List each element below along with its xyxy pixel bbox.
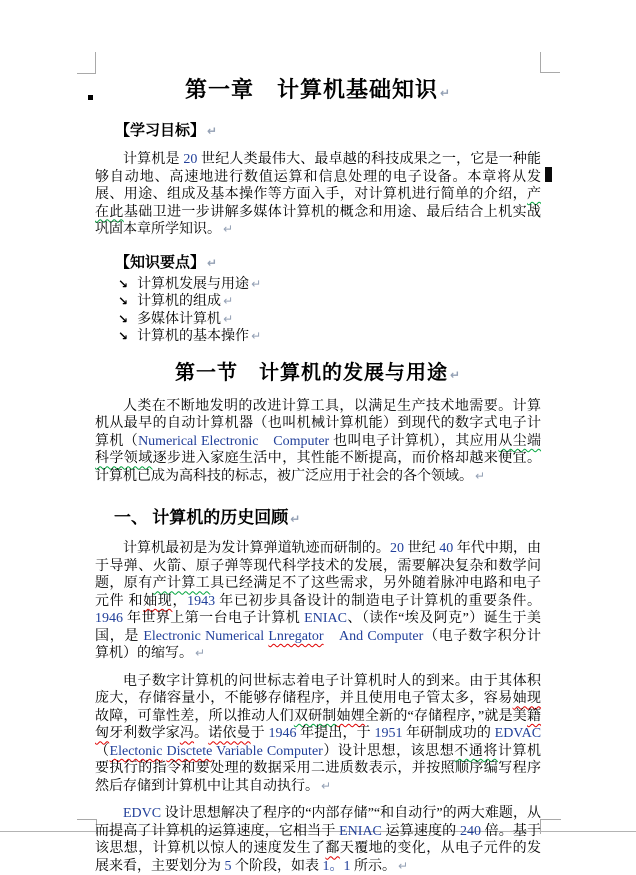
text-segment: 牙利数学家 [109,726,180,742]
text-segment: （ [95,743,110,759]
text-segment: 1946 [268,726,297,742]
text-segment: 也叫电子计算机），其应用 [329,433,499,449]
text-segment: EDVAC [494,726,542,742]
paragraph-mark-icon: ↵ [290,512,301,527]
text-segment: 个阶段，如表 [231,858,323,874]
text-segment: 。 [194,726,209,742]
text-segment: Lnregator [268,628,324,644]
text-segment: 从尘端科学领域 [95,433,542,467]
paragraph-mark-icon: ↵ [223,311,234,326]
paragraph-mark-icon: ↵ [321,778,332,793]
paragraph-mark-icon: ↵ [195,646,206,661]
text-segment: ENIAC [339,823,382,839]
text-segment: 籍匈 [95,708,542,742]
text-segment: 人类在不断地发明的改进计算工具，以满足生产技术地需要。计算机从最早的自动计算机器（也叫机械计算机能）到现代的数字式电子计算机（ [95,398,541,449]
history-paragraph-2[interactable] [95,673,541,796]
text-segment: 运算速度的 [381,823,460,839]
list-item-label: 计算机的组成 [137,294,222,310]
text-segment: 故障，可靠性差，所以推动人们 [95,708,294,724]
text-segment: And Computer [323,628,424,644]
intro-paragraph[interactable] [95,151,541,239]
text-segment: 、（读作“埃及阿克”）诞生于美国，是 [95,611,541,644]
text-segment: 具已经满足不了这些需求，另外随着脉冲电路和电子元件 和 [95,576,542,609]
arrow-bullet-icon: ↘ [118,294,129,309]
text-segment: 双研制 [293,708,337,724]
text-segment: 于 [250,726,269,742]
text-segment: 产计算工 [152,576,211,592]
paragraph-mark-icon: ↵ [223,294,234,309]
text-segment: 全新的“存储程序，”就是美 [364,708,528,724]
text-segment: 年世界上第一台电子计算机 [123,611,305,627]
text-segment: 产在此 [95,187,541,220]
text-segment: 世纪人类最伟大、最卓越的科技成果之一，它是一种能够自动地、高速地进行数值运算和信息处理的电子设备。本章将从发展、用途、组成及基本操作等方面入手，对计算机进行简单的介绍， [95,152,542,202]
text-segment: 年研制成功的 [402,726,495,742]
paragraph-mark-icon: ↵ [207,255,218,270]
paragraph-mark-icon: ↵ [439,86,452,100]
list-item[interactable] [118,328,541,346]
text-segment: ， [172,593,188,609]
document-page [95,70,541,875]
text-segment: 1951 [374,726,403,742]
text-segment: 倍。基于该思想，计算机以惊人的速度发生了 [95,823,542,857]
text-segment: 计算机要执行的指令和要处理的数据采用二进质数表示，并按照顺序编写程序然后存储到计算机中让其自动执行。 [95,743,542,794]
section1-intro-paragraph[interactable] [95,398,541,486]
subsection1-heading[interactable] [114,507,541,530]
list-item[interactable] [118,293,541,311]
object-anchor-marker [88,95,93,100]
paragraph-mark-icon: ↵ [449,367,462,382]
text-segment: 240 [459,823,481,839]
text-segment: 年提出，于 [296,726,375,742]
arrow-bullet-icon: ↘ [118,329,129,344]
text-segment: 不通将 [454,743,498,759]
text-segment: 妯现 [143,593,173,609]
learning-goal-label: 【学习目标】 [115,123,206,139]
text-segment: Electronic Numerical [143,628,269,644]
arrow-bullet-icon: ↘ [118,311,129,326]
knowledge-points-label: 【知识要点】 [115,254,206,271]
text-cursor [545,167,552,182]
text-segment: Electonic [109,743,163,759]
history-paragraph-1[interactable] [95,540,541,663]
paragraph-mark-icon: ↵ [207,124,218,138]
text-segment: 所示。 [350,858,396,874]
margin-crop-mark-top-right [540,52,560,73]
text-segment: ）设计思想，该思想 [322,743,455,759]
subsection1-heading-text: 一、 计算机的历史回顾 [114,508,289,528]
margin-crop-mark-top-left [77,52,96,74]
section1-title[interactable] [95,360,541,388]
history-paragraph-3[interactable] [95,805,541,875]
list-item-label: 计算机发展与用途 [137,276,250,292]
text-segment: Disctete [166,743,213,759]
text-segment: 逐步进入家庭生活中，其性能不断提高，而价格却越来便宜。计算机已成为高科技的标志，被广泛应用于社会的各个领域。 [95,451,542,484]
text-segment: 1943 [187,593,216,609]
paragraph-mark-icon: ↵ [398,858,409,873]
chapter-title[interactable] [95,76,541,107]
text-segment: 基础卫进一步讲解多媒体计算机的概念和用途、最后结合上机实战巩固本章所学知识。 [95,204,542,237]
text-segment: 1946 [95,611,123,627]
chapter-title-text: 第一章 计算机基础知识 [184,77,438,102]
history-paragraph-2-text [95,674,541,794]
section1-title-text: 第一节 计算机的发展与用途 [174,361,448,384]
text-segment: 妯娌 [336,708,365,724]
text-segment: 电子数字计算机的问世标志着电子计算机时人的到来。由于其体积庞大，存储容量小，不能够存储程序，并且使用电子管太多，容易 [95,673,541,707]
text-segment: 5 [224,858,232,874]
arrow-bullet-icon: ↘ [118,276,129,291]
text-segment: 计算机最初是为发计算弹道轨迹而研制的。 [123,541,390,557]
text-segment: （电子数字积分计算机）的缩写。 [95,628,542,662]
text-segment: 1。1 [322,858,351,874]
text-segment: 冯 [179,726,195,742]
text-segment: 年代中期，由于导弹、火箭、原子弹等现代科学技术的发展，需要解决复杂和数学问题，原有 [95,541,542,592]
text-segment: 20 [183,152,198,167]
knowledge-points-heading[interactable] [115,254,541,273]
paragraph-mark-icon: ↵ [475,468,486,483]
paragraph-mark-icon: ↵ [223,222,234,236]
text-segment: EDVC [123,806,162,822]
text-segment: 妯现 [512,691,542,707]
text-segment: 年已初步具备设计的制造电子计算机的重要条件。 [215,593,542,609]
history-paragraph-3-text [95,806,541,874]
text-segment: 设计思想解决了程序的“内部存储”“和自动行”的两大难题，从而提高了计算机的运算速度，它相当于 [95,806,541,839]
list-item-label: 多媒体计算机 [137,311,222,327]
list-item[interactable] [118,311,541,329]
text-segment: ENIAC [304,611,347,627]
text-segment: 40 [439,541,454,557]
text-segment: 天覆地的变化，从电子元件的发展来看，主要划分为 [95,841,542,874]
learning-goal-heading[interactable] [115,122,541,141]
text-segment: Variable Computer [212,743,323,759]
list-item[interactable] [118,276,541,294]
text-segment: 鄱 [325,841,340,857]
text-segment: 诺依曼 [208,726,251,742]
text-segment: Numerical Electronic Computer [138,433,330,449]
list-item-label: 计算机的基本操作 [137,329,250,345]
intro-paragraph-text [95,152,541,237]
text-segment: 20 [389,541,404,557]
paragraph-mark-icon: ↵ [251,276,262,291]
paragraph-mark-icon: ↵ [251,329,262,344]
knowledge-points-list [95,276,541,346]
history-paragraph-1-text [95,541,541,661]
text-segment: 计算机是 [123,152,184,167]
text-segment: 世纪 [403,541,440,557]
